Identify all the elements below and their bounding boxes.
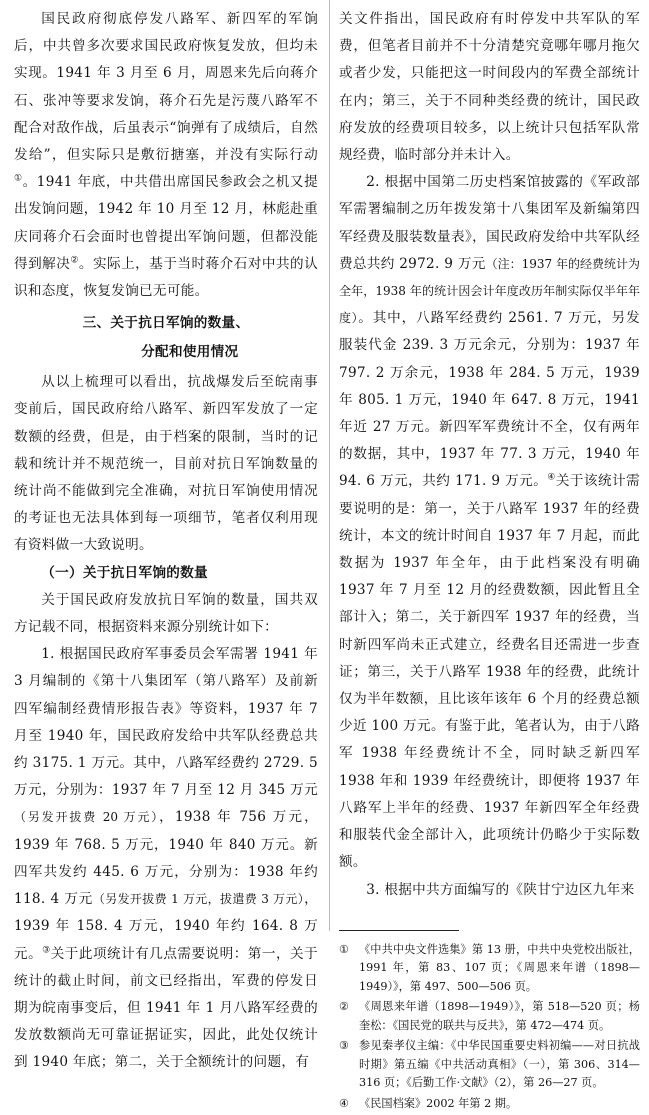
column-divider	[329, 0, 330, 931]
inline-note: （另发开拔费 1 万元，拔遣费 3 万元）	[92, 892, 305, 907]
text-span: 。其中，八路军经费约 2561. 7 万元，另发服装代金 239. 3 万元余元，分别为：1937 年 797. 2 万余元，1938 年 284. 5 万元，1939 年 805. 1 万元，1940 年 647. 8 万元，1941 年近 27 万元。新四军军费统计不全，仅有两年的数据，其中，1937 年 77. 3 万元，1940 年 94. 6 万元，共约 171. 9 万元。	[339, 310, 640, 490]
text-span: 1. 根据国民政府军事委员会军需署 1941 年 3 月编制的《第十八集团军（第八路军）及前新四军编制经费情形报告表》等资料，1937 年 7 月至 1940 年，国民政府发给中共军队经费总共约 3175. 1 万元。其中，八路军经费约 2729. 5 万元，分别为：1937 年 7 月至 12 月 345 万元	[14, 646, 318, 799]
footnote-text: 参见秦孝仪主编：《中华民国重要史料初编——对日抗战时期》第五编《中共活动真相》（一），第 306、314—316 页；《后勤工作·文献》（2），第 26—27 页。	[359, 1039, 640, 1090]
text-span: ，1938 年 756 万元，1939 年 768. 5 万元，1940 年 840 万元。新四军共发约 445. 6 万元，分别为：1938 年约 118. 4 万元	[14, 809, 318, 908]
paragraph: 关文件指出，国民政府有时停发中共军队的军费，但笔者目前并不十分清楚究竟哪年哪月拖欠或者少发，只能把这一时间段内的军费全部统计在内；第三，关于不同种类经费的统计，国民政府发放的经费项目较多，以上统计只包括军队常规经费，临时部分并未计入。	[339, 11, 640, 164]
text-span: 关于此项统计有几点需要说明：第一，关于统计的截止时间，前文已经指出，军费的停发日期为皖南事变后，但 1941 年 1 月八路军经费的发放数额尚无可靠证据证实，因此，此处仅统计到 1940 年底；第二，关于全额统计的问题，有	[14, 945, 318, 1071]
footnote-ref: ③	[42, 944, 51, 955]
footnote-ref: ①	[14, 173, 23, 184]
footnote-ref: ②	[70, 255, 79, 266]
section-title-line2: 分配和使用情况	[141, 344, 239, 361]
paragraph	[339, 169, 640, 876]
footnote-text: 《民国档案》2002 年第 2 期。	[359, 1096, 518, 1110]
text-span: 国民政府彻底停发八路军、新四军的军饷后，中共曾多次要求国民政府恢复发放，但均未实现。1941 年 3 月至 6 月，周恩来先后向蒋介石、张冲等要求发饷，蒋介石先是污蔑八路军不配合对敌作战，后虽表示“饷弹有了成绩后，自然发给”，但实际只是敷衍搪塞，并没有实际行动	[14, 11, 318, 164]
footnote	[339, 941, 640, 997]
right-column	[339, 6, 640, 1115]
footnote-number: ②	[339, 1000, 350, 1014]
text-span: 2. 根据中国第二历史档案馆披露的《军政部军需署编制之历年拨发第十八集团军及新编第四军经费及服装数量表》，国民政府发给中共军队经费总共约 2972. 9 万元	[339, 174, 640, 272]
text-span: 关于该统计需要说明的是：第一，关于八路军 1937 年的经费统计，本文的统计时间自 1937 年 7 月起，而此数据为 1937 年全年，由于此档案没有明确 1937 年 7 月至 12 月的经费数额，因此暂且全部计入；第二，关于新四军 1937 年的经费，当时新四军尚未正式建立，经费名目还需进一步查证；第三，关于八路军 1938 年的经费，此统计仅为半年数额，且比该年该年 6 个月的经费总额少近 100 万元。有鉴于此，笔者认为，由于八路军 1938 年经费统计不全，同时缺乏新四军 1938 年和 1939 年经费统计，即便将 1937 年八路军上半年的经费、1937 年新四军全年经费和服装代金全部计入，此项统计仍略少于实际数额。	[339, 473, 640, 871]
footnotes	[339, 941, 640, 1114]
footnote-text: 《周恩来年谱（1898—1949）》，第 518—520 页；杨奎松：《国民党的联共与反共》，第 472—474 页。	[359, 1000, 640, 1032]
paragraph: 3. 根据中共方面编写的《陕甘宁边区九年来	[366, 881, 635, 898]
footnote-text: 《中共中央文件选集》第 13 册，中共中央党校出版社，1991 年，第 83、107 页；《周恩来年谱（1898—1949）》，第 497、500—506 页。	[359, 942, 640, 993]
inline-note: （另发开拔费 20 万元）	[14, 810, 160, 825]
footnote-ref: ④	[547, 472, 556, 483]
footnote-number: ①	[339, 942, 350, 956]
paragraph: 关于国民政府发放抗日军饷的数量，国共双方记载不同，根据资料来源分别统计如下：	[14, 591, 318, 636]
section-title	[14, 309, 318, 367]
text-span: 。1941 年底，中共借出席国民参政会之机又提出发饷问题，1942 年 10 月至 12 月，林彪赴重庆同蒋介石会面时也曾提出军饷问题，但都没能得到解决	[14, 174, 318, 272]
footnote	[339, 998, 640, 1035]
footnote	[339, 1037, 640, 1093]
paragraph	[14, 641, 318, 1076]
text-span: 。实际上，基于当时蒋介石对中共的认识和态度，恢复发饷已无可能。	[14, 255, 318, 300]
footnote	[339, 1095, 640, 1114]
paragraph	[14, 6, 318, 305]
text-span: ，1939 年 158. 4 万元，1940 年约 164. 8 万元。	[14, 891, 318, 962]
left-column	[14, 6, 318, 1077]
inline-note: （注：1937 年的经费统计为全年，1938 年的统计因会计年度改历年制实际仅半年年度）	[339, 256, 641, 326]
section-title-line1: 三、关于抗日军饷的数量、	[82, 315, 250, 332]
footnote-number: ④	[339, 1096, 350, 1110]
footnote-number: ③	[339, 1039, 350, 1053]
subsection-title: （一）关于抗日军饷的数量	[41, 564, 208, 581]
paragraph: 从以上梳理可以看出，抗战爆发后至皖南事变前后，国民政府给八路军、新四军发放了一定数额的经费，但是，由于档案的限制，当时的记载和统计并不规范统一，目前对抗日军饷数量的统计尚不能做到完全准确，对抗日军饷使用情况的考证也无法具体到每一项细节，笔者仅利用现有资料做一大致说明。	[14, 374, 318, 554]
